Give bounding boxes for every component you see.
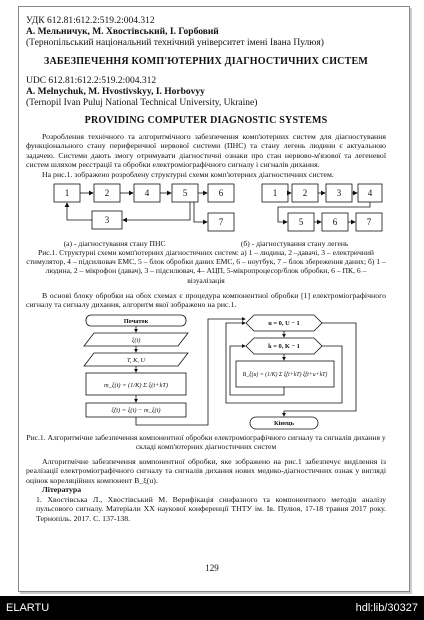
paragraph-fig-ref: На рис.1. зображено розроблену структурні схеми комп'ютерних діагностичних систем.	[42, 169, 334, 179]
structure-diagrams	[26, 181, 386, 239]
flow-start: Початок	[123, 317, 149, 325]
flow-loop-u: u = 0, U − 1	[268, 319, 300, 327]
udc-en: UDC 612.81:612.2:519.2:004.312	[26, 76, 157, 86]
paragraph-conclusion: Алгоритмічне забезпечення компонентної обробки, яке зображено на рис.1 забезпечує виділення із реалізації електроміографічного сигналу та сигналів дихання нових медико-діагностичних ознак у вигляді оцінок кореляційних компонент B_ξ(u).	[26, 457, 386, 485]
paragraph-processing: В основі блоку обробки на обох схемах є процедура компонентної обробки [1] електроміографічного сигналу та сигналу дихання, алгоритм якої зображено на рис.1.	[26, 290, 386, 310]
article	[26, 16, 386, 523]
block-label: 3	[104, 215, 110, 226]
affiliation-ua: (Тернопільський національний технічний університет імені Івана Пулюя)	[26, 38, 324, 48]
block-label: 5	[298, 217, 304, 228]
flow-centered-formula: ξ̊(t) = ξ(t) − m_ξ(t)	[111, 406, 161, 414]
footer-handle[interactable]: hdl:lib/30327	[355, 602, 418, 614]
algorithm-flowchart	[26, 313, 386, 433]
block-label: 2	[302, 188, 308, 199]
block-label: 7	[366, 217, 372, 228]
flow-end: Кінець	[274, 419, 294, 427]
block-label: 1	[64, 188, 70, 199]
block-label: 5	[182, 188, 188, 199]
footer-repository: ELARTU	[6, 602, 50, 614]
flow-correlation-formula: B_ξ(u) = (1/K) Σ ξ̊(t+kT) ξ̊(t+u+kT)	[242, 371, 328, 378]
affiliation-en: (Ternopil Ivan Puluj National Technical University, Ukraine)	[26, 98, 258, 108]
subcaption-a: (а) - діагностування стану ПНС	[63, 239, 166, 249]
udc-ua: УДК 612.81:612.2:519.2:004.312	[26, 16, 155, 26]
paragraph-intro: Розроблення технічного та алгоритмічного забезпечення комп'ютерних систем для діагностування функціонального стану периферичної нервової системи (ПНС) та стану легень людини є актуальною задачею. Системи дають змогу отримувати діагностичні ознаки про стан нервово-м'язової та легеневої систем шляхом реєстрації та обробки електроміографічного сигналу і сигналів дихання.	[26, 132, 386, 170]
figure-2-caption: Рис.1. Алгоритмічне забезпечення компонентної обробки електроміографічного сигналу та сигналів дихання у складі комп'ютерних діагностичних систем	[26, 432, 386, 451]
reference-item: 1. Хвостівська Л., Хвостівський М. Верифікація синфазного та компонентного методів аналізу пульсового сигналу. Матеріали ХХ наукової конференції ТНТУ ім. Ів. Пулюя, 17-18 травня 2017 року. Тернопіль. 2017. С. 137-138.	[36, 494, 386, 523]
block-label: 6	[218, 188, 224, 199]
block-label: 4	[144, 188, 150, 199]
block-label: 4	[367, 188, 373, 199]
flow-loop-k: k = 0, K − 1	[268, 342, 300, 350]
block-label: 6	[332, 217, 338, 228]
footer-bar	[0, 596, 424, 620]
authors-en: A. Melnychuk, M. Hvostivskyy, I. Horbovyy	[26, 87, 205, 97]
flow-input: ξ(t)	[131, 336, 141, 344]
block-label: 2	[104, 188, 110, 199]
title-en: PROVIDING COMPUTER DIAGNOSTIC SYSTEMS	[84, 115, 328, 126]
flow-params: T, K, U	[126, 356, 146, 364]
flow-mean-formula: m_ξ(t) = (1/K) Σ ξ(t+kT)	[103, 381, 169, 389]
figure-1-caption: Рис.1. Структурні схеми комп'ютерних діагностичних систем: а) 1 – людина, 2 –давачі, 3 – електричний стимулятор, 4 – підсилювач ЕМС, 5 – блок обробки даних ЕМС, 6 – ноутбук, 7 – блок збереження даних; б) 1 – людина, 2 – мікрофон (давач), 3 – підсилювач, 4– АЦП, 5-мікропроцесор/блок обробки, 6 – ПК, 6 – візуалізація	[26, 248, 386, 285]
block-label: 1	[272, 188, 278, 199]
subcaption-b: (б) - діагностування стану легень	[240, 239, 349, 249]
references-heading: Література	[42, 485, 82, 495]
authors-ua: А. Мельничук, М. Хвостівський, І. Горбовий	[26, 27, 219, 37]
page-number: 129	[205, 563, 219, 573]
block-label: 7	[218, 217, 224, 228]
title-ua: ЗАБЕЗПЕЧЕННЯ КОМП'ЮТЕРНИХ ДІАГНОСТИЧНИХ СИСТЕМ	[44, 56, 368, 67]
block-label: 3	[336, 188, 342, 199]
